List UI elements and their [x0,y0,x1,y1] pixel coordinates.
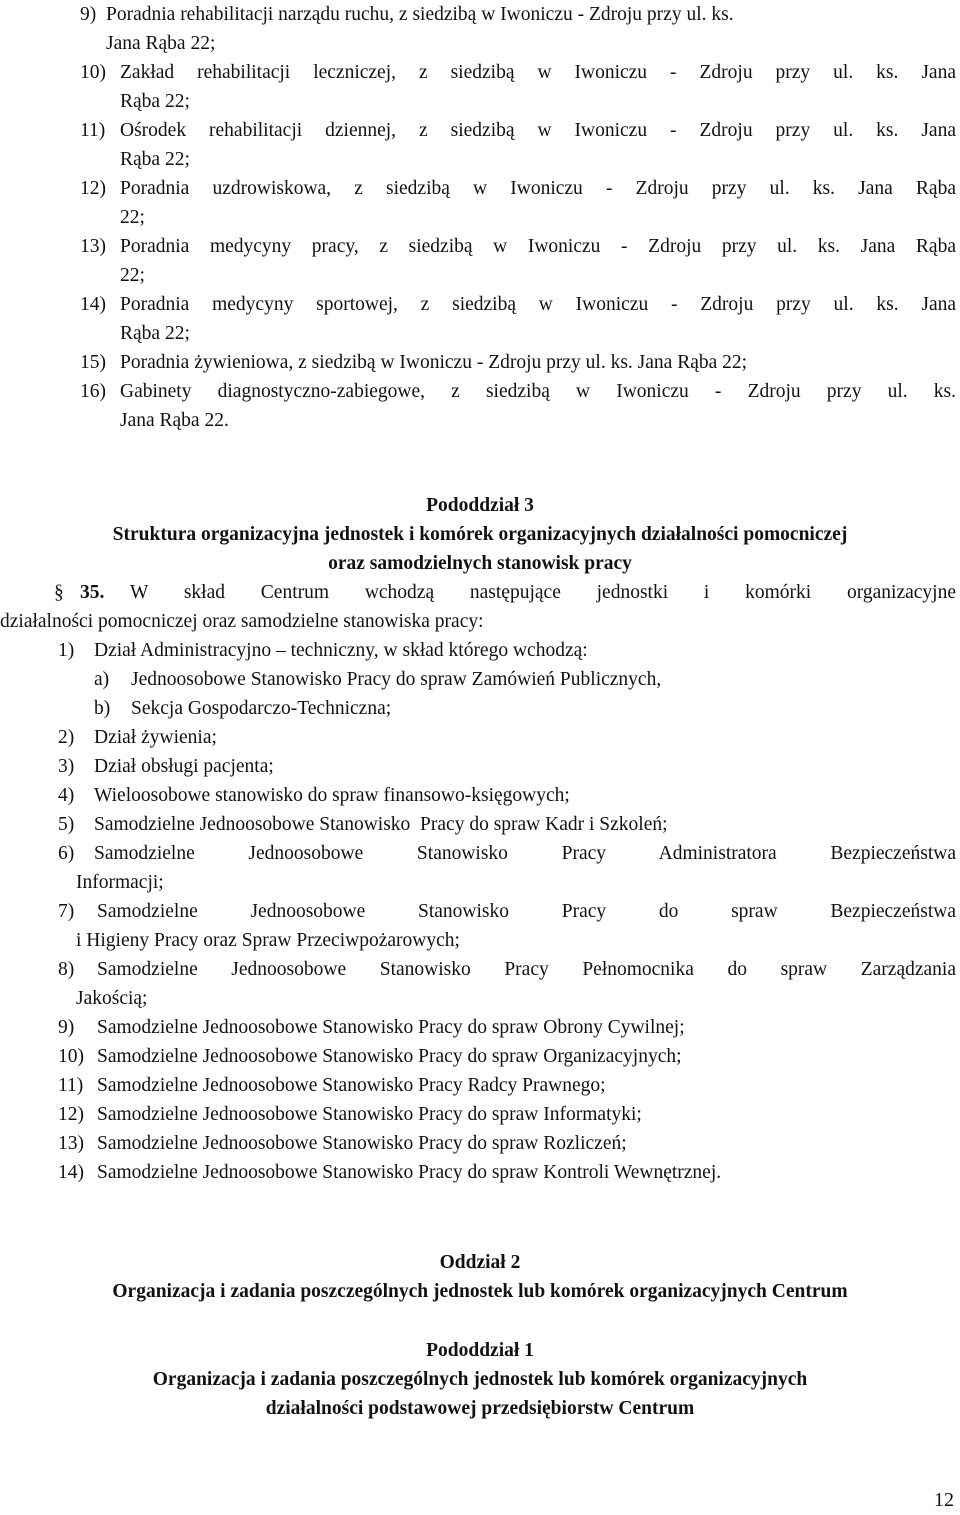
page-number: 12 [934,1489,954,1511]
list-item-number: 3) [58,756,75,777]
list-item [0,1013,960,1042]
list-item [80,290,960,348]
list-item-text-cont: Jana Rąba 22. [120,410,229,431]
division-2-heading [0,1248,960,1306]
list-item-text: Sekcja Gospodarczo-Techniczna; [131,698,392,719]
list-item-number: 11) [58,1075,84,1096]
paragraph-number: 35. [80,582,105,603]
unit-list [0,636,960,1187]
list-item-number: 8) [58,959,75,980]
list-item [80,58,960,116]
list-item [0,897,960,955]
list-item [0,1042,960,1071]
list-item-text: Poradnia żywieniowa, z siedzibą w Iwoniczu - Zdroju przy ul. ks. Jana Rąba 22; [120,352,748,373]
subsection-title-cont: oraz samodzielnych stanowisk pracy [328,553,632,574]
list-item-text: Poradnia uzdrowiskowa, z siedzibą w Iwoniczu - Zdroju przy ul. ks. Jana Rąba [120,178,956,199]
list-item-text: Dział żywienia; [94,727,217,748]
list-item [0,1100,960,1129]
list-item [80,232,960,290]
division-label: Oddział 2 [439,1252,521,1273]
list-item [0,752,960,781]
list-item-number: 14) [58,1162,84,1183]
list-item-number: 2) [58,727,75,748]
list-item [0,723,960,752]
list-item-text: Poradnia rehabilitacji narządu ruchu, z siedzibą w Iwoniczu - Zdroju przy ul. ks. [106,4,734,25]
list-item-text: Samodzielne Jednoosobowe Stanowisko Pracy do spraw Obrony Cywilnej; [97,1017,685,1038]
list-item-number: 11) [80,120,106,141]
paragraph-35 [0,578,960,1187]
list-item [80,174,960,232]
list-item-text: Poradnia medycyny sportowej, z siedzibą w Iwoniczu - Zdroju przy ul. ks. Jana [120,294,956,315]
list-item-text-cont: Rąba 22; [120,149,190,170]
subsection-title: Organizacja i zadania poszczególnych jednostek lub komórek organizacyjnych [152,1369,808,1390]
list-item-text-cont: Jana Rąba 22; [106,33,216,54]
list-item [80,0,960,58]
list-item-number: 9) [80,4,97,25]
list-item-text: Samodzielne Jednoosobowe Stanowisko Pracy Pełnomocnika do spraw Zarządzania [97,959,956,980]
list-item-number: 14) [80,294,106,315]
list-item-text: Wieloosobowe stanowisko do spraw finansowo-księgowych; [94,785,570,806]
paragraph-lead-cont: działalności pomocniczej oraz samodzielne stanowiska pracy: [0,611,484,632]
subsection-label: Pododdział 1 [426,1340,534,1361]
list-item-text: Samodzielne Jednoosobowe Stanowisko Pracy do spraw Rozliczeń; [97,1133,627,1154]
list-item-number: 13) [58,1133,84,1154]
list-item-text: Samodzielne Jednoosobowe Stanowisko Pracy do spraw Bezpieczeństwa [97,901,956,922]
list-item-text-cont: i Higieny Pracy oraz Spraw Przeciwpożarowych; [76,930,460,951]
section-sign-icon: § [54,582,64,603]
subsection-title-cont: działalności podstawowej przedsiębiorstw Centrum [265,1398,695,1419]
list-item-text-cont: Rąba 22; [120,91,190,112]
list-item-text: Zakład rehabilitacji leczniczej, z siedzibą w Iwoniczu - Zdroju przy ul. ks. Jana [120,62,956,83]
list-item-text: Dział obsługi pacjenta; [94,756,274,777]
list-item [80,348,960,377]
division-title: Organizacja i zadania poszczególnych jednostek lub komórek organizacyjnych Centrum [112,1281,848,1302]
list-item-number: a) [94,669,110,690]
list-item [0,839,960,897]
list-item [0,1071,960,1100]
list-item [0,810,960,839]
list-item [80,116,960,174]
list-item-number: 10) [80,62,106,83]
paragraph-lead: W skład Centrum wchodzą następujące jednostki i komórki organizacyjne [130,582,956,603]
list-item-number: 1) [58,640,75,661]
list-item-number: 12) [58,1104,84,1125]
list-item-text: Samodzielne Jednoosobowe Stanowisko Pracy Administratora Bezpieczeństwa [94,843,956,864]
list-item [80,377,960,435]
subsection-title: Struktura organizacyjna jednostek i komórek organizacyjnych działalności pomocniczej [112,524,848,545]
list-item [0,1129,960,1158]
list-item-number: 6) [58,843,75,864]
list-item-text-cont: Rąba 22; [120,323,190,344]
list-item-number: 4) [58,785,75,806]
list-item-text: Samodzielne Jednoosobowe Stanowisko Pracy Radcy Prawnego; [97,1075,606,1096]
list-item-number: 9) [58,1017,75,1038]
list-item-text-cont: 22; [120,265,145,286]
list-item-number: b) [94,698,111,719]
list-item-text: Ośrodek rehabilitacji dziennej, z siedzibą w Iwoniczu - Zdroju przy ul. ks. Jana [120,120,956,141]
list-item-number: 5) [58,814,75,835]
list-item-text: Samodzielne Jednoosobowe Stanowisko Pracy do spraw Kontroli Wewnętrznej. [97,1162,722,1183]
list-item-number: 10) [58,1046,84,1067]
list-item-number: 16) [80,381,106,402]
subsection-label: Pododdział 3 [426,495,534,516]
list-item-text: Poradnia medycyny pracy, z siedzibą w Iwoniczu - Zdroju przy ul. ks. Jana Rąba [120,236,956,257]
list-item [0,955,960,1013]
list-item-number: 13) [80,236,106,257]
list-item-number: 7) [58,901,75,922]
list-item-text: Jednoosobowe Stanowisko Pracy do spraw Zamówień Publicznych, [131,669,662,690]
list-item-text: Dział Administracyjno – techniczny, w skład którego wchodzą: [94,640,588,661]
list-item-number: 15) [80,352,106,373]
list-item-text: Samodzielne Jednoosobowe Stanowisko Pracy do spraw Informatyki; [97,1104,642,1125]
list-item-text-cont: Informacji; [76,872,164,893]
list-item-text: Samodzielne Jednoosobowe Stanowisko Pracy do spraw Organizacyjnych; [97,1046,682,1067]
subsection-1-heading [0,1336,960,1423]
list-item-text-cont: Jakością; [76,988,148,1009]
list-item-number: 12) [80,178,106,199]
subsection-3-heading [0,491,960,578]
list-item [0,636,960,665]
list-item [0,694,960,723]
list-item-text: Samodzielne Jednoosobowe Stanowisko Pracy do spraw Kadr i Szkoleń; [94,814,668,835]
list-item [0,1158,960,1187]
list-item [0,665,960,694]
list-item-text: Gabinety diagnostyczno-zabiegowe, z siedzibą w Iwoniczu - Zdroju przy ul. ks. [120,381,956,402]
list-item-text-cont: 22; [120,207,145,228]
list-item [0,781,960,810]
